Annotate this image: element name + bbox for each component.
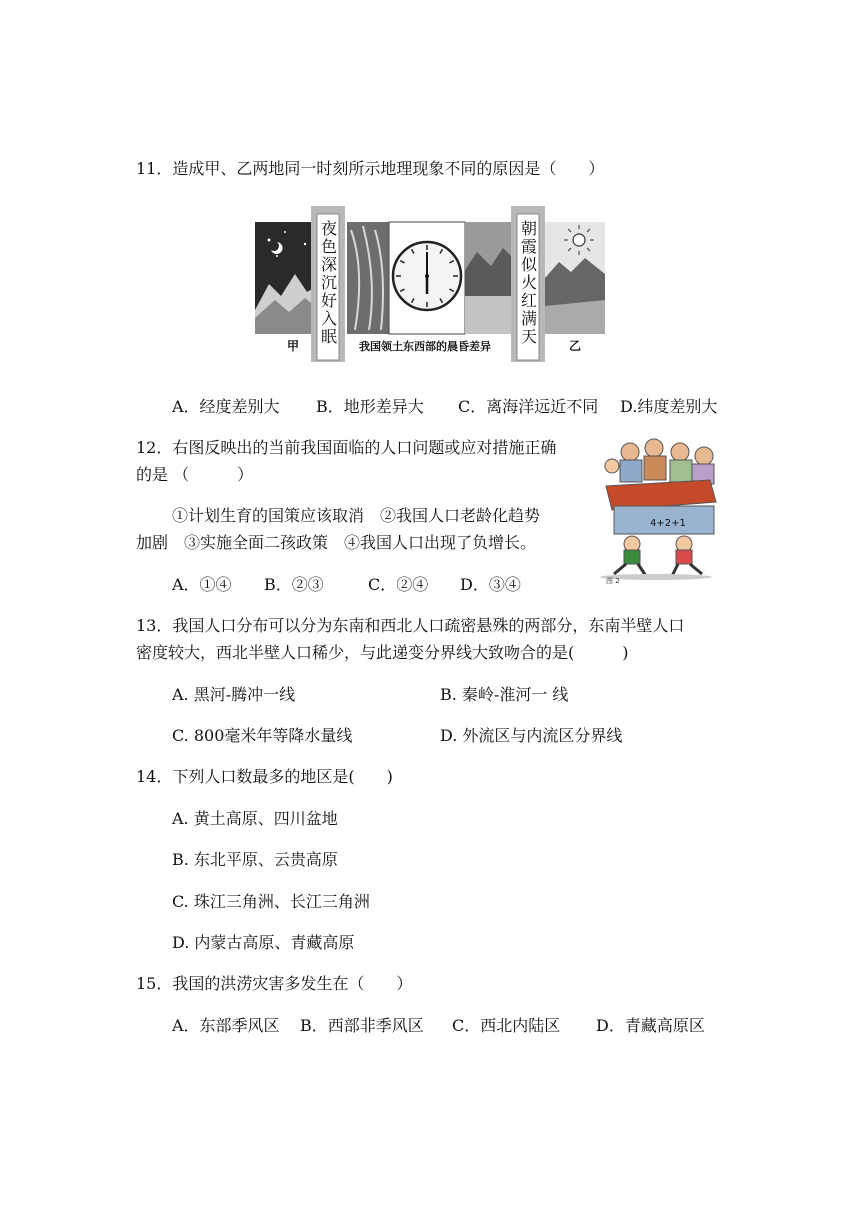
- question-11-stem: 11．造成甲、乙两地同一时刻所示地理现象不同的原因是（ ）: [136, 159, 605, 178]
- q15-option-c: C．西北内陆区: [452, 1016, 561, 1035]
- left-banner-text: 夜色深沉好入眠: [318, 220, 338, 346]
- label-jia: 甲: [287, 339, 300, 353]
- question-12-items-line2: 加剧 ③实施全面二孩政策 ④我国人口出现了负增长。: [136, 533, 537, 552]
- question-12-stem-line1: 12．右图反映出的当前我国面临的人口问题或应对措施正确: [136, 438, 557, 457]
- figure-caption: 我国领土东西部的晨昏差异: [359, 340, 491, 353]
- q13-option-b: B. 秦岭-淮河一 线: [440, 685, 569, 704]
- q14-option-c: C. 珠江三角洲、长江三角洲: [172, 892, 370, 911]
- q12-option-b: B．②③: [264, 575, 324, 594]
- q12-option-a: A．①④: [172, 575, 232, 594]
- question-12-items-line1: ①计划生育的国策应该取消 ②我国人口老龄化趋势: [172, 506, 541, 525]
- q13-option-a: A. 黑河-腾冲一线: [172, 685, 296, 704]
- q13-option-c: C. 800毫米年等降水量线: [172, 726, 353, 745]
- question-13-stem-line2: 密度较大，西北半壁人口稀少，与此递变分界线大致吻合的是( ): [136, 643, 629, 662]
- label-yi: 乙: [569, 339, 582, 353]
- q14-option-d: D. 内蒙古高原、青藏高原: [172, 933, 355, 952]
- sun-icon: [573, 234, 585, 246]
- q12-option-d: D．③④: [460, 575, 521, 594]
- question-12-stem-line2: 的是 （ ）: [136, 465, 254, 484]
- question-15-stem: 15．我国的洪涝灾害多发生在（ ）: [136, 974, 413, 993]
- q14-option-a: A. 黄土高原、四川盆地: [172, 809, 338, 828]
- q11-option-c: C．离海洋远近不同: [458, 397, 599, 416]
- q15-option-a: A．东部季风区: [172, 1016, 280, 1035]
- q11-option-b: B．地形差异大: [316, 397, 424, 416]
- question-14-stem: 14．下列人口数最多的地区是( ): [136, 767, 393, 786]
- q15-option-b: B．西部非季风区: [300, 1016, 424, 1035]
- q13-option-d: D. 外流区与内流区分界线: [440, 726, 623, 745]
- question-13-stem-line1: 13．我国人口分布可以分为东南和西北人口疏密悬殊的两部分，东南半壁人口: [136, 616, 685, 635]
- east-west-dawn-dusk-figure: [255, 200, 605, 372]
- q11-option-d: D.纬度差别大: [620, 397, 718, 416]
- cartoon-sign: 4+2+1: [650, 518, 686, 529]
- right-banner-text: 朝霞似火红满天: [518, 220, 538, 346]
- population-burden-cartoon: [592, 436, 720, 584]
- q11-option-a: A．经度差别大: [172, 397, 280, 416]
- q12-option-c: C．②④: [368, 575, 429, 594]
- q14-option-b: B. 东北平原、云贵高原: [172, 850, 338, 869]
- cartoon-caption: 图 2: [606, 577, 620, 584]
- q15-option-d: D．青藏高原区: [596, 1016, 705, 1035]
